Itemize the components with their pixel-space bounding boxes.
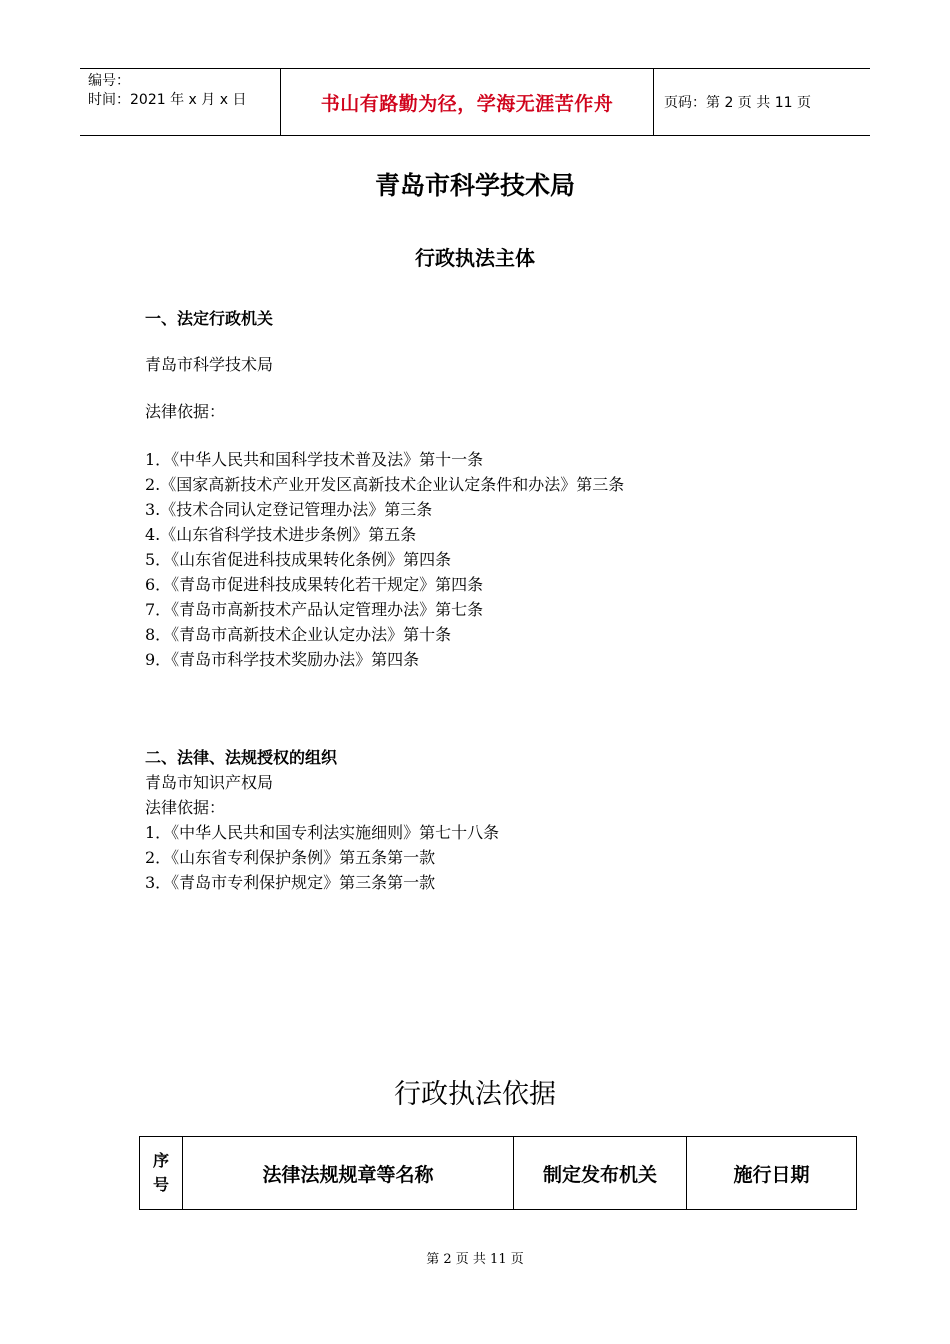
col-header-date: 施行日期 <box>687 1137 857 1210</box>
header-page-info: 页码：第 2 页 共 11 页 <box>664 95 811 111</box>
list-item: 1．《中华人民共和国科学技术普及法》第十一条 <box>145 450 484 469</box>
section1-agency: 青岛市科学技术局 <box>145 355 274 374</box>
basis-title: 行政执法依据 <box>394 1079 556 1110</box>
list-item: 1．《中华人民共和国专利法实施细则》第七十八条 <box>145 823 500 842</box>
section1-list <box>145 447 624 672</box>
header-time: 时间：2021 年 x 月 x 日 <box>88 92 247 108</box>
col-header-index <box>140 1137 183 1210</box>
header-motto: 书山有路勤为径，学海无涯苦作舟 <box>281 69 654 135</box>
list-item: 2．《山东省专利保护条例》第五条第一款 <box>145 848 436 867</box>
list-item: 9．《青岛市科学技术奖励办法》第四条 <box>145 650 420 669</box>
section1-basis-label: 法律依据： <box>145 402 226 421</box>
section1-heading: 一、法定行政机关 <box>145 309 274 328</box>
header-table <box>80 68 870 136</box>
list-item: 7．《青岛市高新技术产品认定管理办法》第七条 <box>145 600 484 619</box>
document-title: 青岛市科学技术局 <box>374 171 575 200</box>
header-number: 编号： <box>88 73 130 89</box>
list-item: 6．《青岛市促进科技成果转化若干规定》第四条 <box>145 575 484 594</box>
list-item: 3.《技术合同认定登记管理办法》第三条 <box>145 500 433 519</box>
section2-list <box>145 820 499 895</box>
col-header-name: 法律法规规章等名称 <box>183 1137 514 1210</box>
list-item: 5．《山东省促进科技成果转化条例》第四条 <box>145 550 452 569</box>
document-subtitle: 行政执法主体 <box>415 246 535 270</box>
section2-agency: 青岛市知识产权局 <box>145 773 274 792</box>
col-header-agency: 制定发布机关 <box>514 1137 687 1210</box>
section2-basis-label: 法律依据： <box>145 798 226 817</box>
list-item: 8．《青岛市高新技术企业认定办法》第十条 <box>145 625 452 644</box>
basis-table <box>139 1136 857 1210</box>
list-item: 3．《青岛市专利保护规定》第三条第一款 <box>145 873 436 892</box>
col-header-index-text: 序号 <box>152 1151 169 1194</box>
page-footer: 第 2 页 共 11 页 <box>426 1252 524 1267</box>
list-item: 2.《国家高新技术产业开发区高新技术企业认定条件和办法》第三条 <box>145 475 625 494</box>
header-meta <box>80 69 281 135</box>
section2-heading: 二、法律、法规授权的组织 <box>145 748 338 767</box>
list-item: 4.《山东省科学技术进步条例》第五条 <box>145 525 417 544</box>
table-header-row <box>140 1137 857 1210</box>
